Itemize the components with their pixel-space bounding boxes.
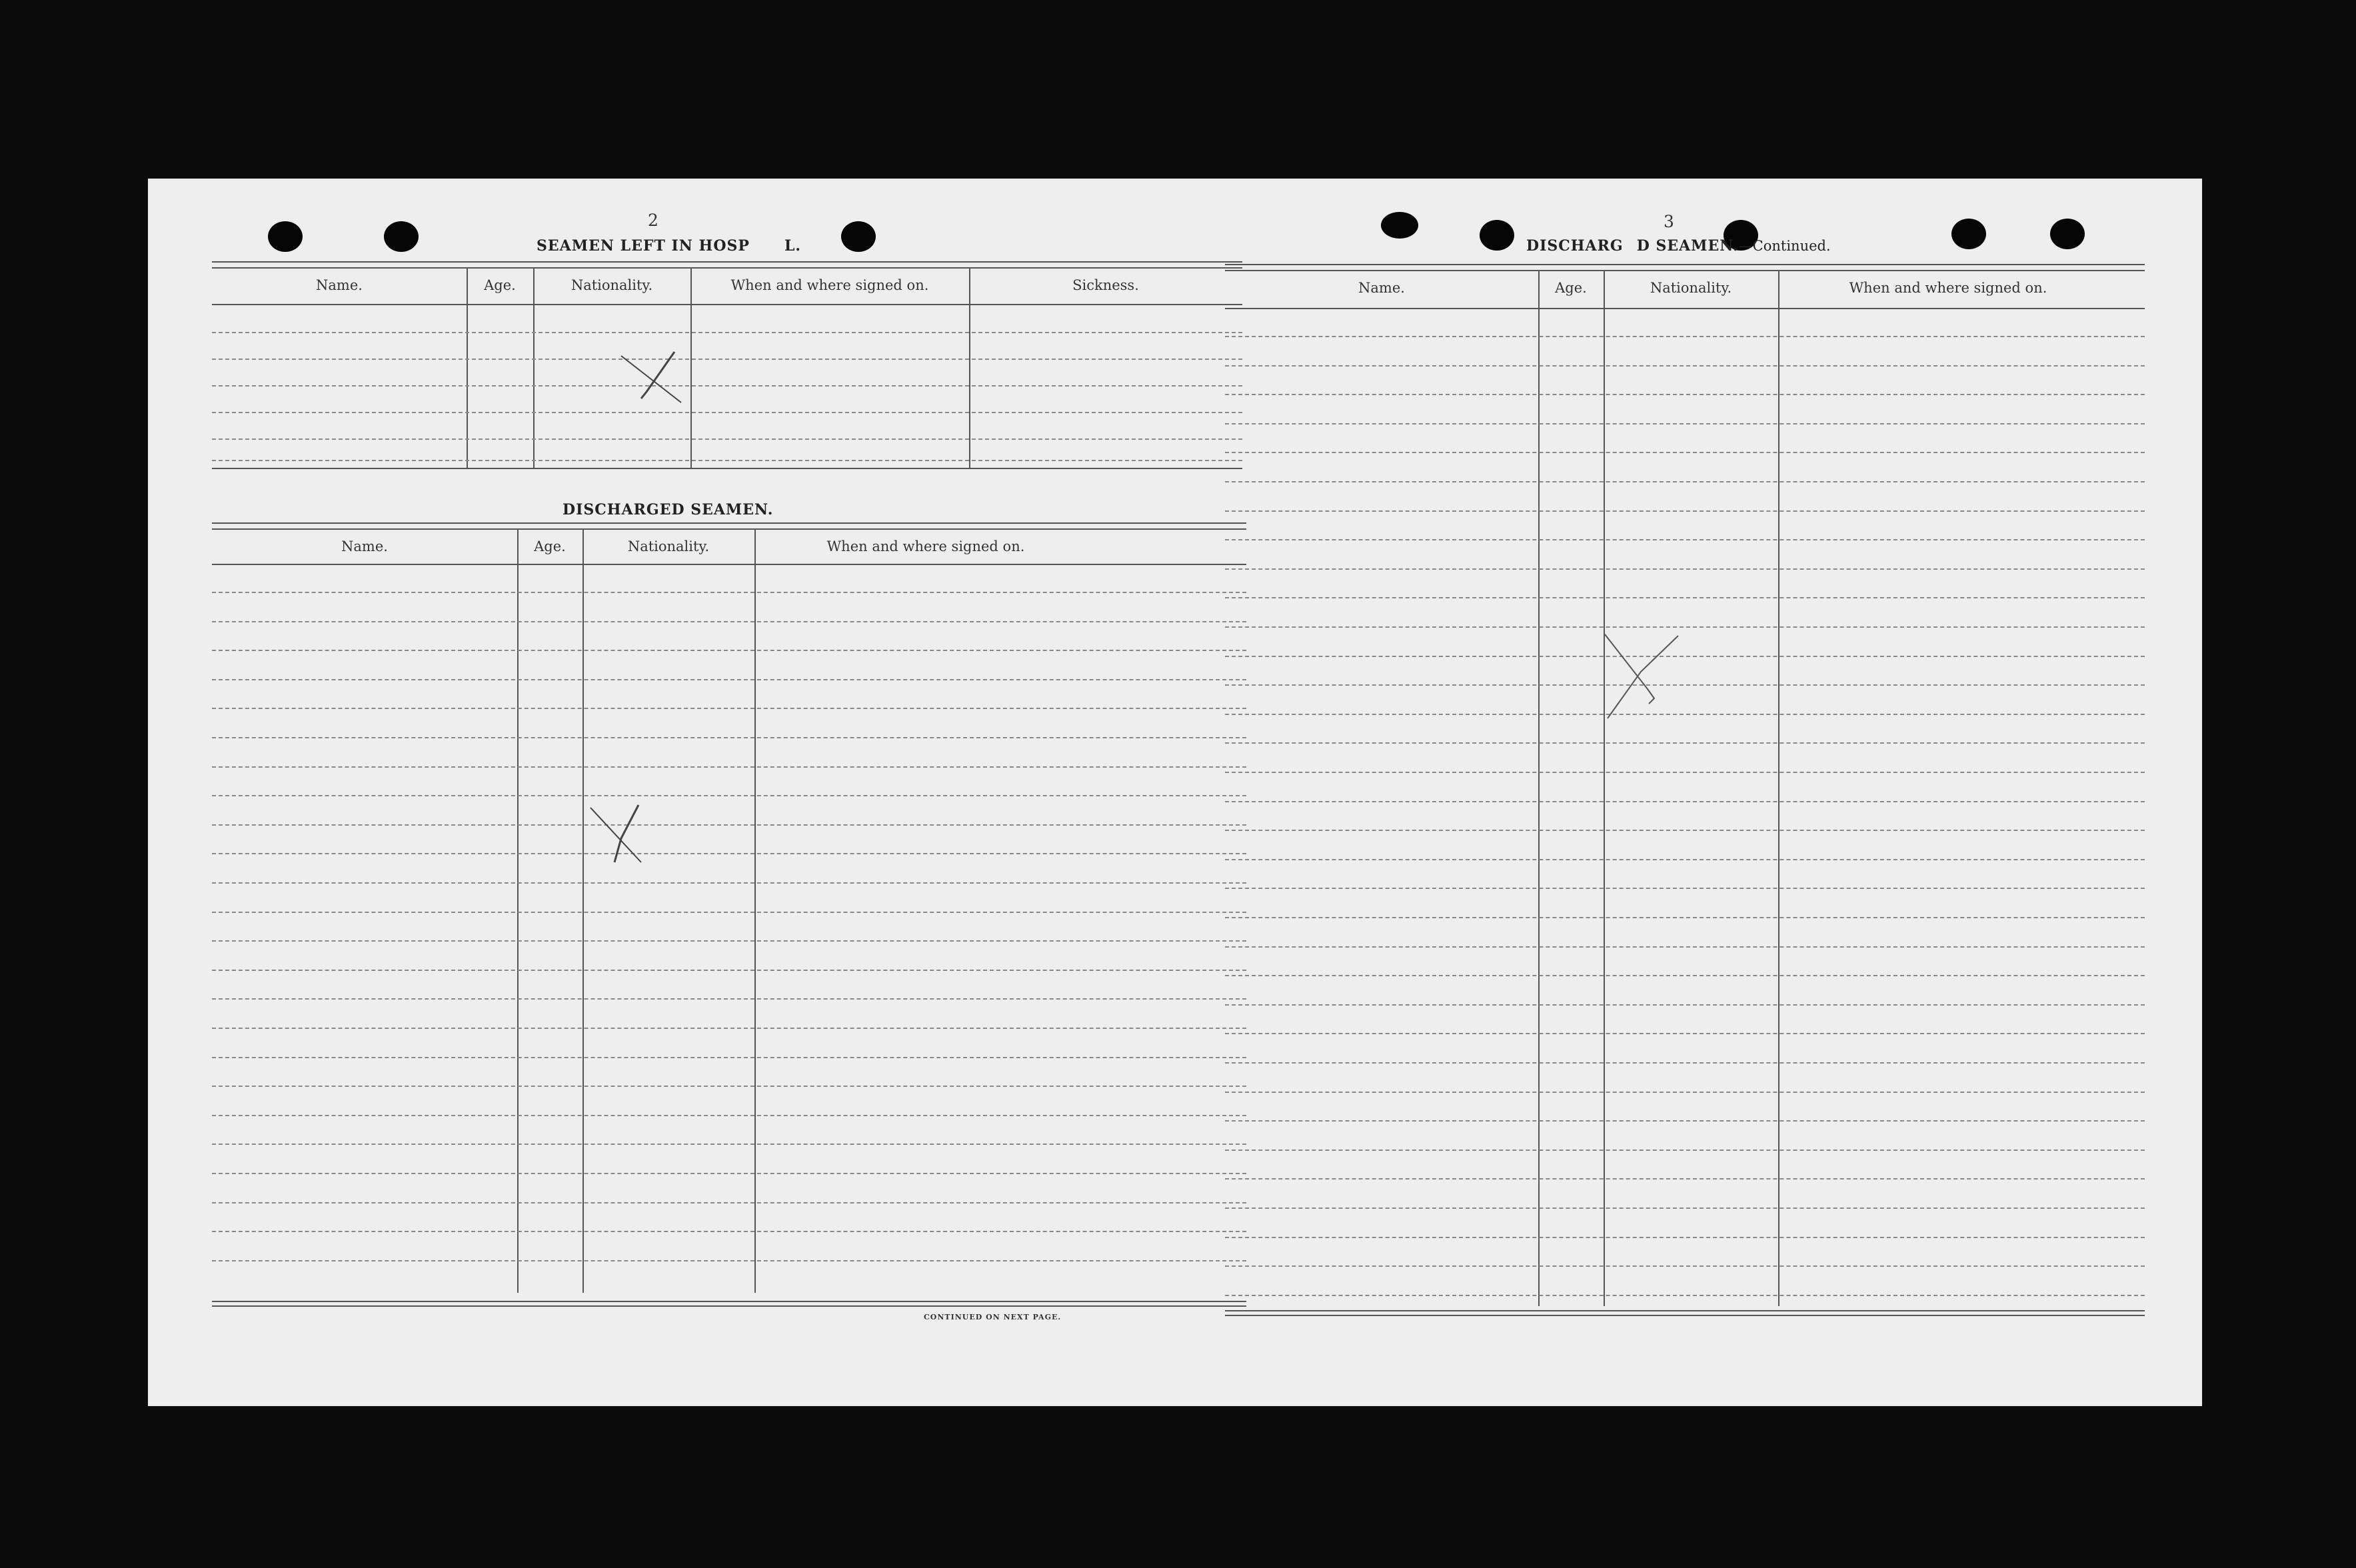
right-header-row [1225, 271, 2145, 308]
continued-note: CONTINUED ON NEXT PAGE. [924, 1313, 1062, 1321]
ruled-line [212, 912, 1246, 913]
ruled-line [212, 592, 1246, 593]
header-underline [212, 304, 1242, 305]
col-head-when-where: When and where signed on. [1849, 280, 2047, 296]
ruled-line [212, 650, 1246, 651]
ruled-line [212, 998, 1246, 1000]
right-section-title [1526, 237, 1831, 255]
ruled-line [1225, 452, 2145, 453]
punch-hole-icon [1381, 212, 1418, 239]
ruled-line [1225, 975, 2145, 976]
ruled-line [212, 460, 1242, 461]
ruled-line [212, 1115, 1246, 1116]
column-divider [1778, 271, 1779, 1306]
ruled-line [212, 795, 1246, 796]
right-page-number: 3 [1664, 212, 1674, 231]
ruled-line [1225, 597, 2145, 598]
ruled-line [212, 737, 1246, 738]
ruled-line [212, 1260, 1246, 1261]
col-head-age: Age. [534, 538, 566, 554]
right-title-part2: D SEAMEN. [1636, 237, 1739, 255]
ledger-spread [148, 179, 2202, 1406]
ruled-line [1225, 1207, 2145, 1209]
column-divider [1538, 271, 1540, 1306]
discharged-section-title: DISCHARGED SEAMEN. [563, 501, 774, 518]
ruled-line [212, 940, 1246, 942]
ruled-line [212, 438, 1242, 440]
col-head-nationality: Nationality. [627, 538, 710, 554]
discharged-table [212, 522, 1246, 1315]
ruled-line [212, 766, 1246, 768]
hospital-section-title [537, 237, 801, 255]
ruled-line [212, 679, 1246, 680]
col-head-age: Age. [1555, 280, 1587, 296]
ruled-line [1225, 481, 2145, 482]
ruled-line [212, 1057, 1246, 1058]
ruled-line [1225, 568, 2145, 570]
ruled-line [1225, 1265, 2145, 1267]
col-head-name: Name. [341, 538, 388, 554]
punch-hole-icon [1480, 220, 1514, 251]
ruled-line [1225, 1062, 2145, 1064]
ruled-line [1225, 365, 2145, 367]
ruled-line [1225, 917, 2145, 918]
ruled-line [212, 853, 1246, 854]
punch-hole-icon [841, 221, 876, 252]
ruled-line [1225, 1150, 2145, 1151]
handwritten-x-mark-icon [581, 798, 654, 872]
col-head-age: Age. [484, 277, 516, 293]
hospital-title-tail: L. [784, 237, 802, 255]
col-head-name: Name. [316, 277, 363, 293]
ruled-line [1225, 772, 2145, 773]
ruled-line [212, 1173, 1246, 1174]
column-divider [1604, 271, 1605, 1306]
ruled-line [1225, 1120, 2145, 1122]
ruled-line [212, 1231, 1246, 1232]
ruled-line [212, 412, 1242, 413]
ruled-line [212, 1144, 1246, 1145]
left-page-number: 2 [648, 211, 658, 230]
right-title-continued: —Continued. [1738, 238, 1831, 254]
col-head-when-where: When and where signed on. [826, 538, 1025, 554]
punch-hole-icon [384, 221, 419, 252]
ruled-line [212, 385, 1242, 387]
column-divider [467, 268, 468, 468]
ruled-line [212, 1202, 1246, 1203]
ruled-line [212, 708, 1246, 709]
col-head-nationality: Nationality. [571, 277, 653, 293]
footer-double-rule [1225, 1310, 2145, 1316]
ruled-line [1225, 1237, 2145, 1238]
right-title-part1: DISCHARG [1526, 237, 1624, 255]
ruled-line [1225, 946, 2145, 948]
handwritten-x-mark-icon [1594, 625, 1688, 725]
col-head-nationality: Nationality. [1650, 280, 1732, 296]
ruled-line [1225, 888, 2145, 889]
ruled-line [1225, 336, 2145, 337]
ruled-line [212, 621, 1246, 622]
ruled-line [1225, 394, 2145, 395]
ruled-line [1225, 1092, 2145, 1093]
right-discharged-table [1225, 264, 2145, 1323]
col-head-name: Name. [1358, 280, 1405, 296]
col-head-when-where: When and where signed on. [730, 277, 929, 293]
discharged-header-row [212, 529, 1246, 564]
col-head-sickness: Sickness. [1072, 277, 1139, 293]
ruled-line [1225, 742, 2145, 744]
hospital-header-row [212, 268, 1242, 305]
ruled-line [1225, 859, 2145, 860]
ruled-line [212, 882, 1246, 884]
ruled-line [212, 824, 1246, 826]
ruled-line [212, 359, 1242, 360]
ruled-line [1225, 423, 2145, 424]
footer-double-rule [212, 1301, 1246, 1307]
ruled-line [212, 970, 1246, 971]
punch-hole-icon [1951, 219, 1986, 249]
header-underline [1225, 308, 2145, 309]
ruled-line [1225, 1033, 2145, 1034]
ruled-line [1225, 1004, 2145, 1006]
ruled-line [1225, 801, 2145, 802]
punch-hole-icon [268, 221, 303, 252]
hospital-table [212, 261, 1242, 481]
hospital-title-text: SEAMEN LEFT IN HOSP [537, 237, 750, 255]
punch-hole-icon [2050, 219, 2085, 249]
ruled-line [1225, 539, 2145, 540]
handwritten-x-mark-icon [601, 345, 701, 418]
ruled-line [1225, 830, 2145, 831]
ruled-line [1225, 1295, 2145, 1296]
column-divider [969, 268, 970, 468]
ruled-line [1225, 510, 2145, 512]
column-divider [533, 268, 535, 468]
ruled-line [212, 1086, 1246, 1087]
ruled-line [212, 332, 1242, 333]
section-bottom-rule [212, 468, 1242, 469]
ruled-line [1225, 1178, 2145, 1179]
header-underline [212, 564, 1246, 565]
ruled-line [212, 1028, 1246, 1029]
